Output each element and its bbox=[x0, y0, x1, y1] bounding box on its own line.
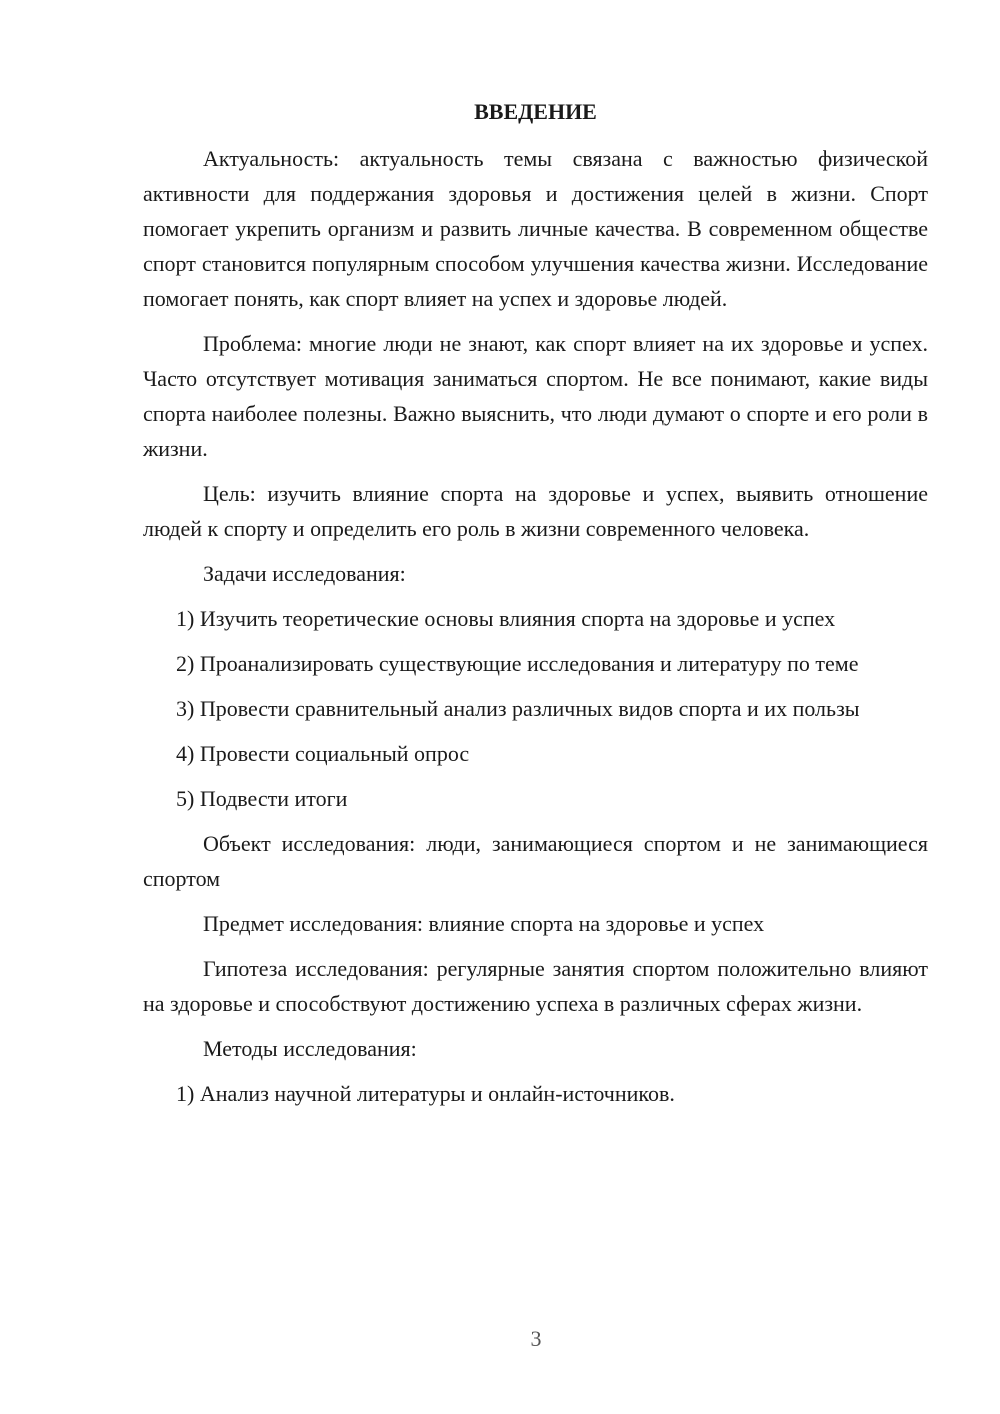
page-number: 3 bbox=[530, 1326, 542, 1351]
page-content bbox=[143, 94, 928, 1121]
task-item-3: 3) Провести сравнительный анализ различных видов спорта и их пользы bbox=[176, 696, 860, 721]
relevance-paragraph: Актуальность: актуальность темы связана с важностью физической активности для поддержания здоровья и достижения целей в жизни. Спорт помогает укрепить организм и развить личные качества. В современном обществе спорт становится популярным способом улучшения качества жизни. Исследование помогает понять, как спорт влияет на успех и здоровье людей. bbox=[143, 146, 928, 311]
subject-paragraph: Предмет исследования: влияние спорта на здоровье и успех bbox=[203, 911, 765, 936]
section-heading: ВВЕДЕНИЕ bbox=[474, 99, 597, 124]
task-item-2: 2) Проанализировать существующие исследования и литературу по теме bbox=[176, 651, 859, 676]
problem-paragraph: Проблема: многие люди не знают, как спорт влияет на их здоровье и успех. Часто отсутствует мотивация заниматься спортом. Не все понимают, какие виды спорта наиболее полезны. Важно выяснить, что люди думают о спорте и его роли в жизни. bbox=[143, 331, 928, 461]
task-item-5: 5) Подвести итоги bbox=[176, 786, 348, 811]
method-item-1: 1) Анализ научной литературы и онлайн-источников. bbox=[176, 1081, 675, 1106]
task-item-1: 1) Изучить теоретические основы влияния спорта на здоровье и успех bbox=[176, 606, 836, 631]
object-paragraph: Объект исследования: люди, занимающиеся спортом и не занимающиеся спортом bbox=[143, 831, 928, 891]
methods-title: Методы исследования: bbox=[203, 1036, 417, 1061]
tasks-title: Задачи исследования: bbox=[203, 561, 406, 586]
task-item-4: 4) Провести социальный опрос bbox=[176, 741, 470, 766]
hypothesis-paragraph: Гипотеза исследования: регулярные занятия спортом положительно влияют на здоровье и способствуют достижению успеха в различных сферах жизни. bbox=[143, 956, 928, 1016]
goal-paragraph: Цель: изучить влияние спорта на здоровье и успех, выявить отношение людей к спорту и определить его роль в жизни современного человека. bbox=[143, 481, 928, 541]
